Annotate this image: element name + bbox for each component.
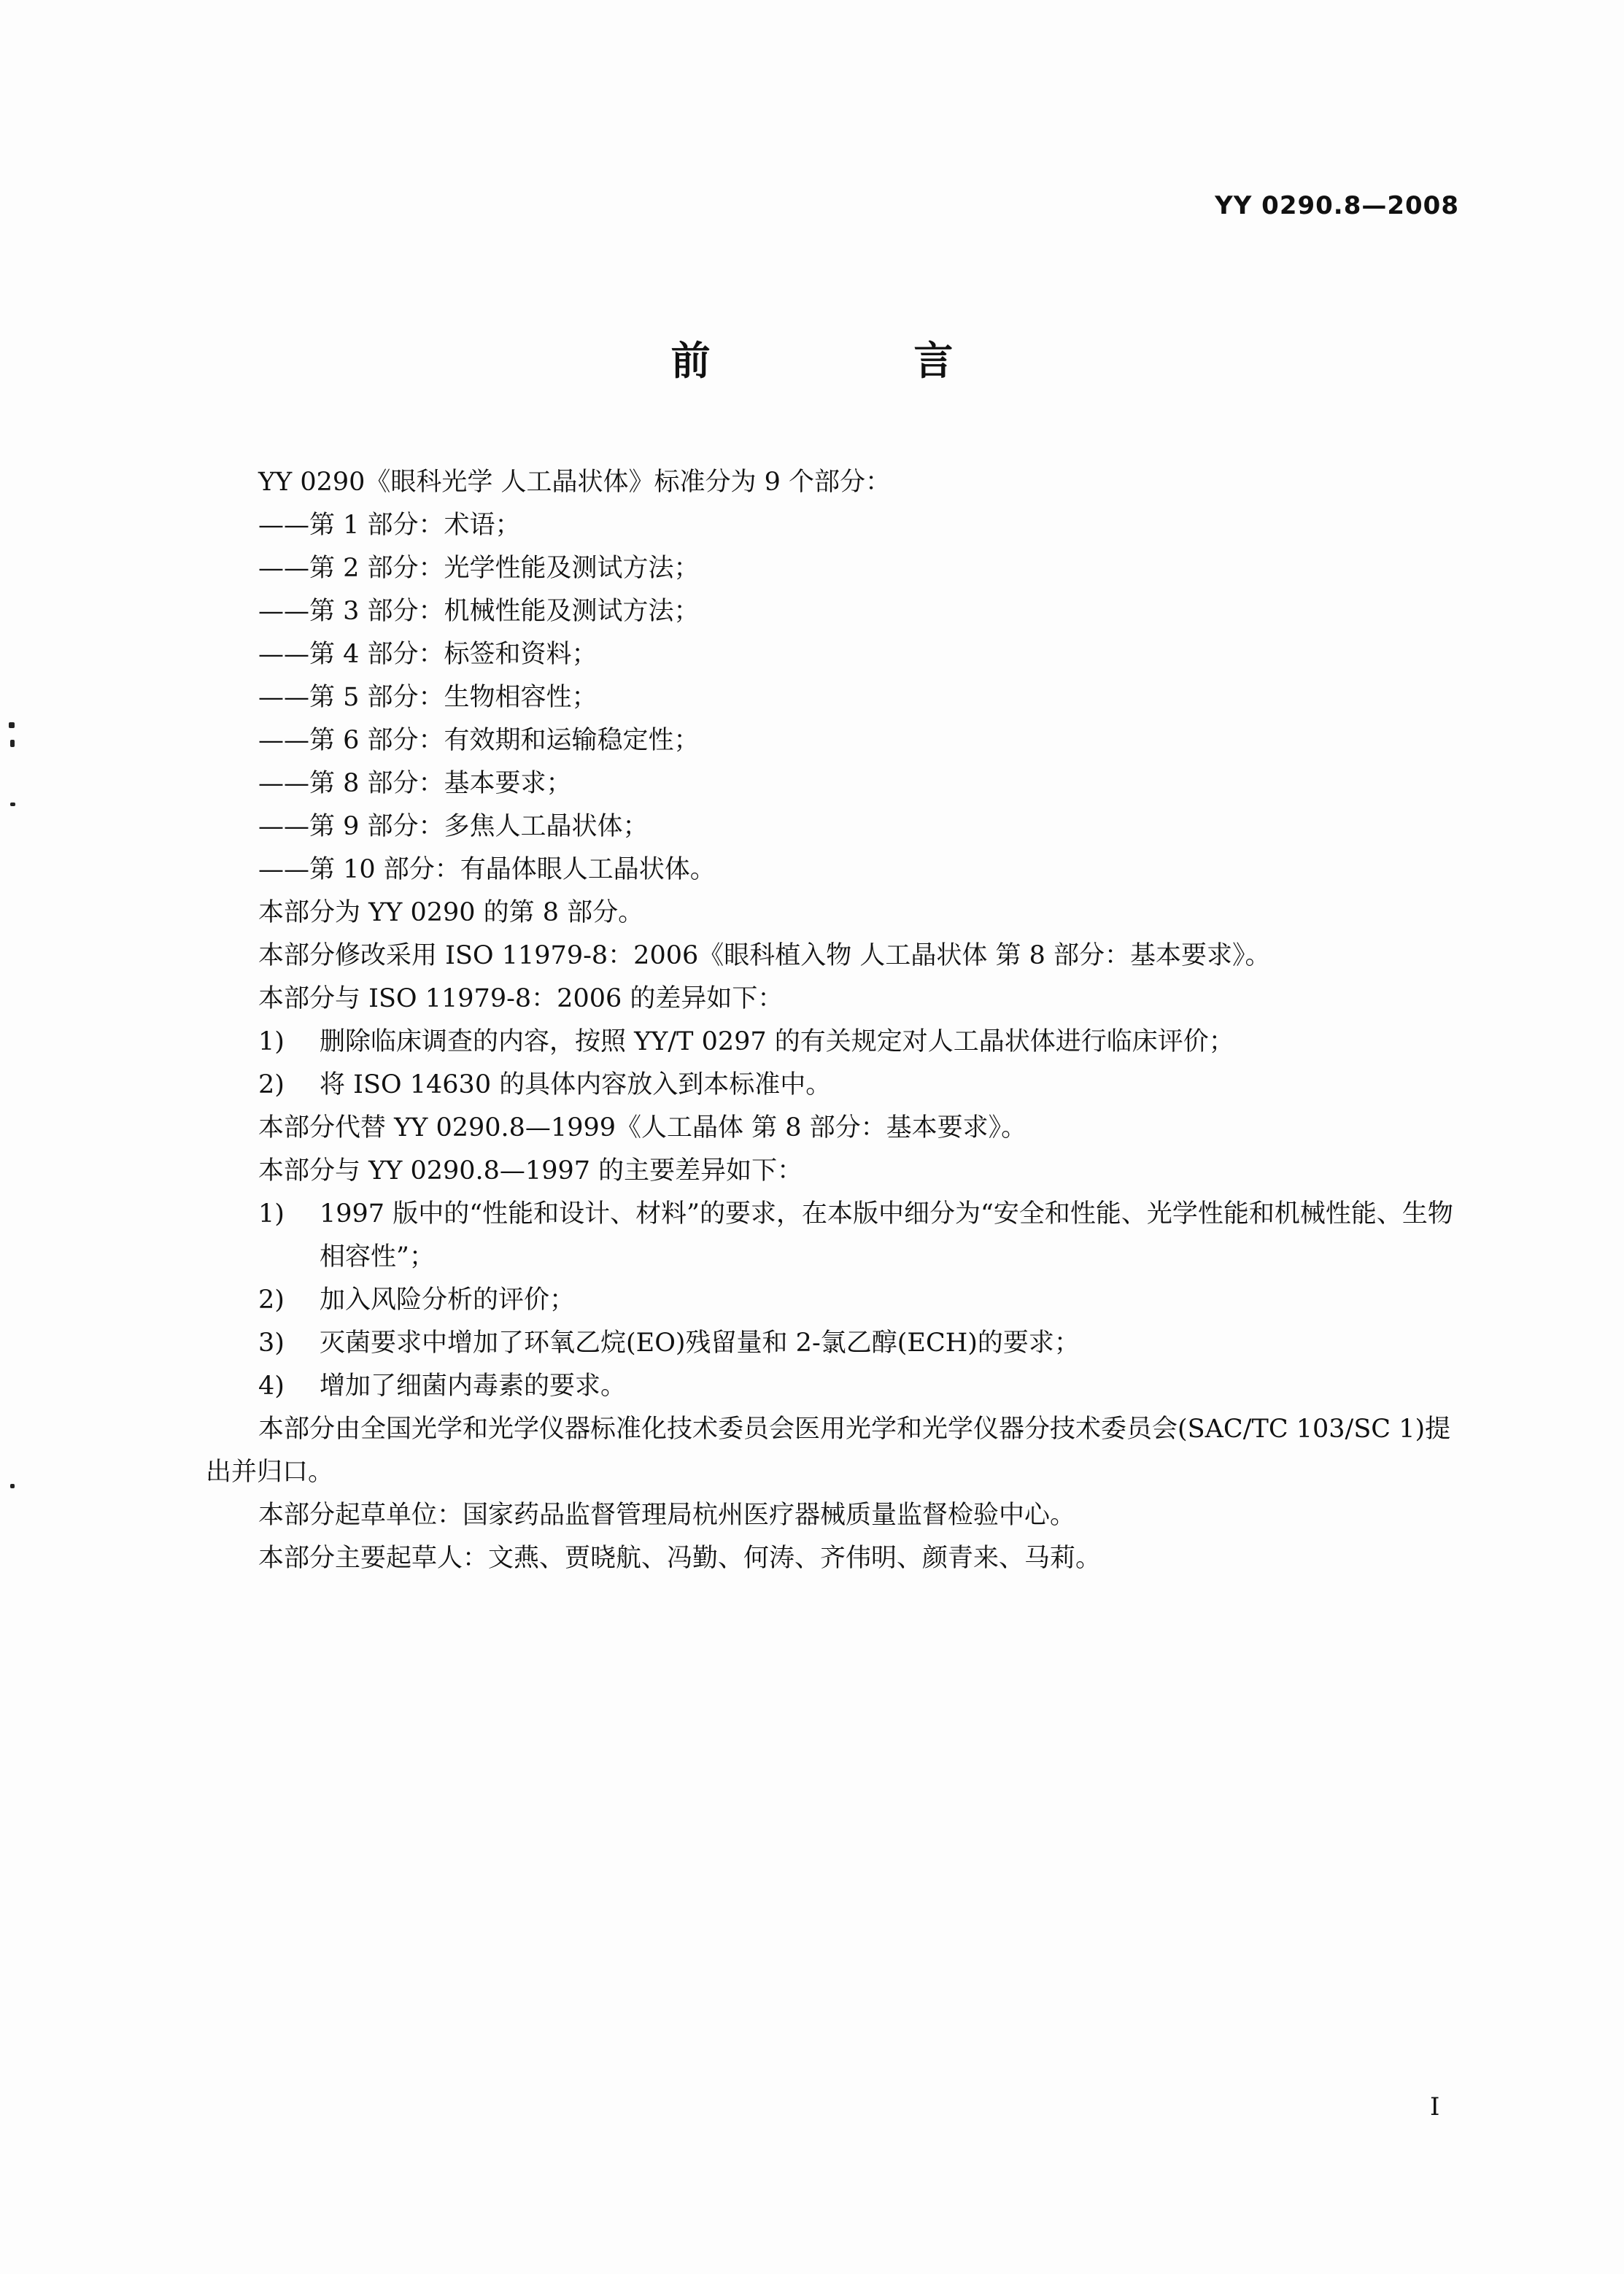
standard-number: YY 0290.8—2008: [1215, 191, 1459, 220]
list-item: ——第 9 部分：多焦人工晶状体；: [258, 812, 649, 841]
list-item-number: 2): [258, 1285, 285, 1315]
replacement-paragraph: 本部分代替 YY 0290.8—1999《人工晶体 第 8 部分：基本要求》。: [258, 1113, 1027, 1142]
iso-differences-list: [206, 1021, 1468, 1107]
list-item: ——第 10 部分：有晶体眼人工晶状体。: [258, 855, 716, 884]
scan-artifact: [10, 740, 15, 747]
scan-artifact: [9, 722, 15, 728]
foreword-body: [206, 461, 1468, 1580]
list-item-text: 1997 版中的“性能和设计、材料”的要求，在本版中细分为“安全和性能、光学性能和机械性能、生物相容性”；: [320, 1199, 1453, 1272]
parts-list: [206, 504, 1468, 892]
part-of-paragraph: 本部分为 YY 0290 的第 8 部分。: [258, 898, 644, 927]
list-item: ——第 3 部分：机械性能及测试方法；: [258, 597, 700, 626]
drafters-paragraph: 本部分主要起草人：文燕、贾晓航、冯勤、何涛、齐伟明、颜青来、马莉。: [258, 1544, 1102, 1573]
list-item: ——第 8 部分：基本要求；: [258, 769, 572, 798]
scan-artifact: [10, 803, 15, 806]
list-item-text: 增加了细菌内毒素的要求。: [320, 1372, 627, 1401]
list-item-text: 删除临床调查的内容，按照 YY/T 0297 的有关规定对人工晶状体进行临床评价；: [320, 1027, 1234, 1056]
iso-differences-heading: 本部分与 ISO 11979-8：2006 的差异如下：: [258, 984, 784, 1013]
list-item: [206, 1064, 1468, 1107]
list-item-number: 1): [258, 1199, 285, 1229]
list-item-text: 加入风险分析的评价；: [320, 1285, 576, 1315]
adoption-paragraph: 本部分修改采用 ISO 11979-8：2006《眼科植入物 人工晶状体 第 8 部分：基本要求》。: [258, 941, 1271, 970]
list-item: [206, 1021, 1468, 1064]
page-title: 前 言: [670, 338, 1048, 384]
list-item: ——第 4 部分：标签和资料；: [258, 640, 598, 669]
old-differences-list: [206, 1193, 1468, 1408]
list-item: [206, 1193, 1468, 1279]
list-item: ——第 1 部分：术语；: [258, 511, 521, 540]
list-item: ——第 6 部分：有效期和运输稳定性；: [258, 726, 700, 755]
scan-artifact: [10, 1484, 15, 1488]
old-differences-heading: 本部分与 YY 0290.8—1997 的主要差异如下：: [258, 1156, 803, 1186]
intro-paragraph: YY 0290《眼科光学 人工晶状体》标准分为 9 个部分：: [258, 468, 892, 497]
list-item-text: 将 ISO 14630 的具体内容放入到本标准中。: [320, 1070, 832, 1099]
list-item: [206, 1322, 1468, 1365]
list-item: [206, 1279, 1468, 1322]
list-item-number: 2): [258, 1070, 285, 1099]
list-item: ——第 5 部分：生物相容性；: [258, 683, 598, 712]
page-number: I: [1430, 2092, 1440, 2122]
list-item: ——第 2 部分：光学性能及测试方法；: [258, 554, 700, 583]
list-item-number: 3): [258, 1329, 285, 1358]
list-item-number: 4): [258, 1372, 285, 1401]
list-item-text: 灭菌要求中增加了环氧乙烷(EO)残留量和 2-氯乙醇(ECH)的要求；: [320, 1329, 1080, 1358]
proposed-by-paragraph: 本部分由全国光学和光学仪器标准化技术委员会医用光学和光学仪器分技术委员会(SAC/TC 103/SC 1)提出并归口。: [206, 1415, 1451, 1487]
list-item: [206, 1365, 1468, 1408]
drafting-unit-paragraph: 本部分起草单位：国家药品监督管理局杭州医疗器械质量监督检验中心。: [258, 1501, 1076, 1530]
list-item-number: 1): [258, 1027, 285, 1056]
